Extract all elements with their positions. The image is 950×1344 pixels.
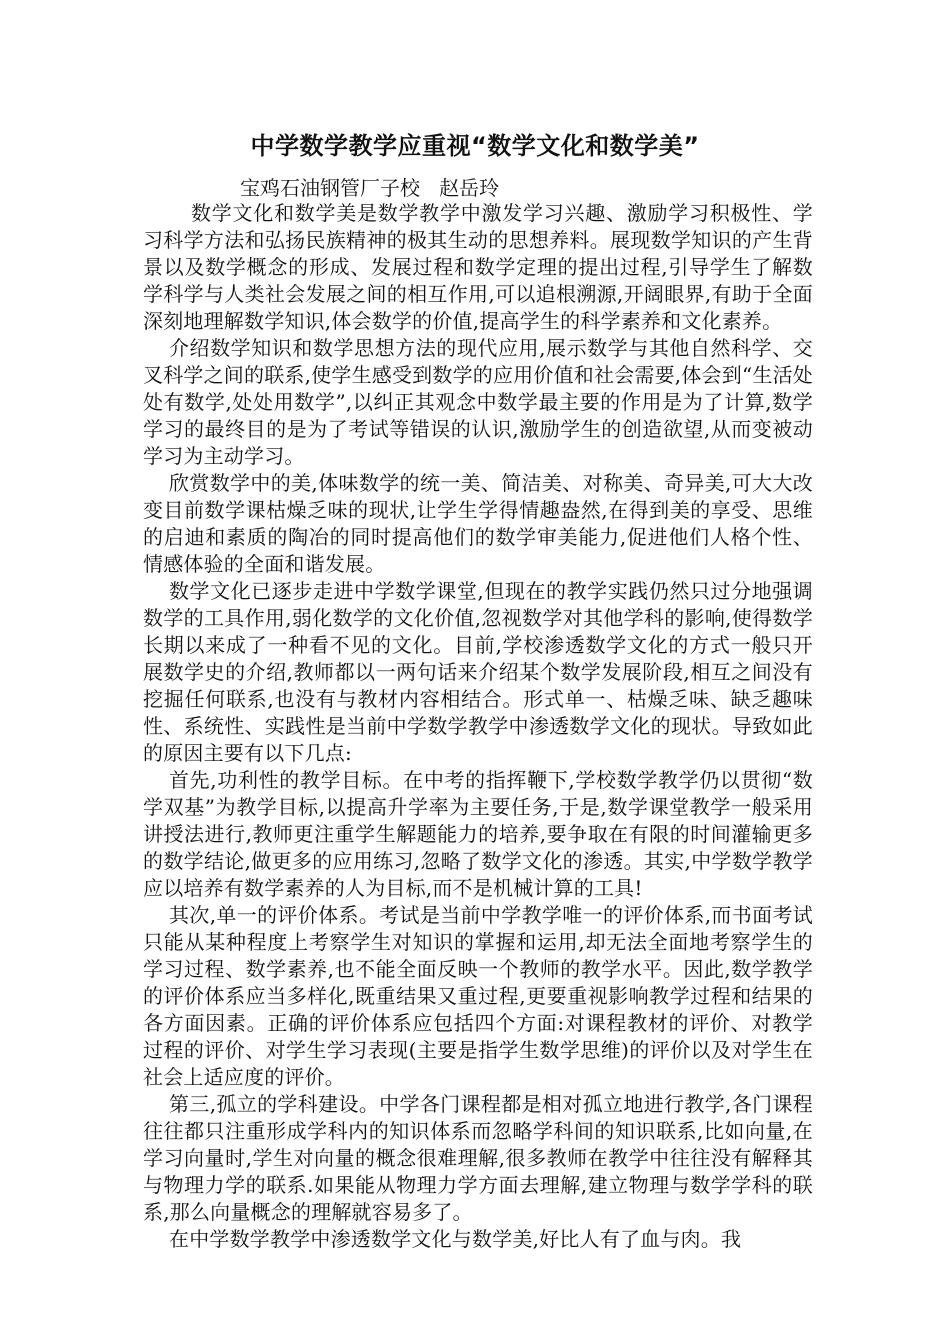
document-body — [143, 200, 813, 1253]
paragraph: 数学文化已逐步走进中学数学课堂,但现在的教学实践仍然只过分地强调数学的工具作用,弱化数学的文化价值,忽视数学对其他学科的影响,使得数学长期以来成了一种看不见的文化。目前,学校渗透数学文化的方式一般只开展数学史的介绍,教师都以一两句话来介绍某个数学发展阶段,相互之间没有挖掘任何联系,也没有与教材内容相结合。形式单一、枯燥乏味、缺乏趣味性、系统性、实践性是当前中学数学教学中渗透数学文化的现状。导致如此的原因主要有以下几点: — [143, 579, 813, 765]
paragraph: 欣赏数学中的美,体味数学的统一美、简洁美、对称美、奇异美,可大大改变目前数学课枯燥乏味的现状,让学生学得情趣盎然,在得到美的享受、思维的启迪和素质的陶冶的同时提高他们的数学审美能力,促进他们人格个性、情感体验的全面和谐发展。 — [143, 471, 813, 576]
paragraph: 在中学数学教学中渗透数学文化与数学美,好比人有了血与肉。我 — [169, 1227, 742, 1251]
author-line: 宝鸡石油钢管厂子校 赵岳玲 — [240, 176, 500, 200]
document-title: 中学数学教学应重视“数学文化和数学美” — [250, 132, 700, 160]
paragraph: 数学文化和数学美是数学教学中激发学习兴趣、激励学习积极性、学习科学方法和弘扬民族精神的极其生动的思想养料。展现数学知识的产生背景以及数学概念的形成、发展过程和数学定理的提出过程,引导学生了解数学科学与人类社会发展之间的相互作用,可以追根溯源,开阔眼界,有助于全面深刻地理解数学知识,体会数学的价值,提高学生的科学素养和文化素养。 — [143, 201, 813, 333]
paragraph: 其次,单一的评价体系。考试是当前中学教学唯一的评价体系,而书面考试只能从某种程度上考察学生对知识的掌握和运用,却无法全面地考察学生的学习过程、数学素养,也不能全面反映一个教师的教学水平。因此,数学教学的评价体系应当多样化,既重结果又重过程,更要重视影响教学过程和结果的各方面因素。正确的评价体系应包括四个方面:对课程教材的评价、对教学过程的评价、对学生学习表现(主要是指学生数学思维)的评价以及对学生在社会上适应度的评价。 — [143, 903, 813, 1089]
paragraph: 第三,孤立的学科建设。中学各门课程都是相对孤立地进行教学,各门课程往往都只注重形成学科内的知识体系而忽略学科间的知识联系,比如向量,在学习向量时,学生对向量的概念很难理解,很多教师在教学中往往没有解释其与物理力学的联系.如果能从物理力学方面去理解,建立物理与数学学科的联系,那么向量概念的理解就容易多了。 — [143, 1092, 813, 1224]
paragraph: 介绍数学知识和数学思想方法的现代应用,展示数学与其他自然科学、交叉科学之间的联系,使学生感受到数学的应用价值和社会需要,体会到“生活处处有数学,处处用数学”,以纠正其观念中数学最主要的作用是为了计算,数学学习的最终目的是为了考试等错误的认识,激励学生的创造欲望,从而变被动学习为主动学习。 — [143, 336, 813, 468]
paragraph: 首先,功利性的教学目标。在中考的指挥鞭下,学校数学教学仍以贯彻“数学双基”为教学目标,以提高升学率为主要任务,于是,数学课堂教学一般采用讲授法进行,教师更注重学生解题能力的培养,要争取在有限的时间灌输更多的数学结论,做更多的应用练习,忽略了数学文化的渗透。其实,中学数学教学应以培养有数学素养的人为目标,而不是机械计算的工具! — [143, 768, 813, 900]
